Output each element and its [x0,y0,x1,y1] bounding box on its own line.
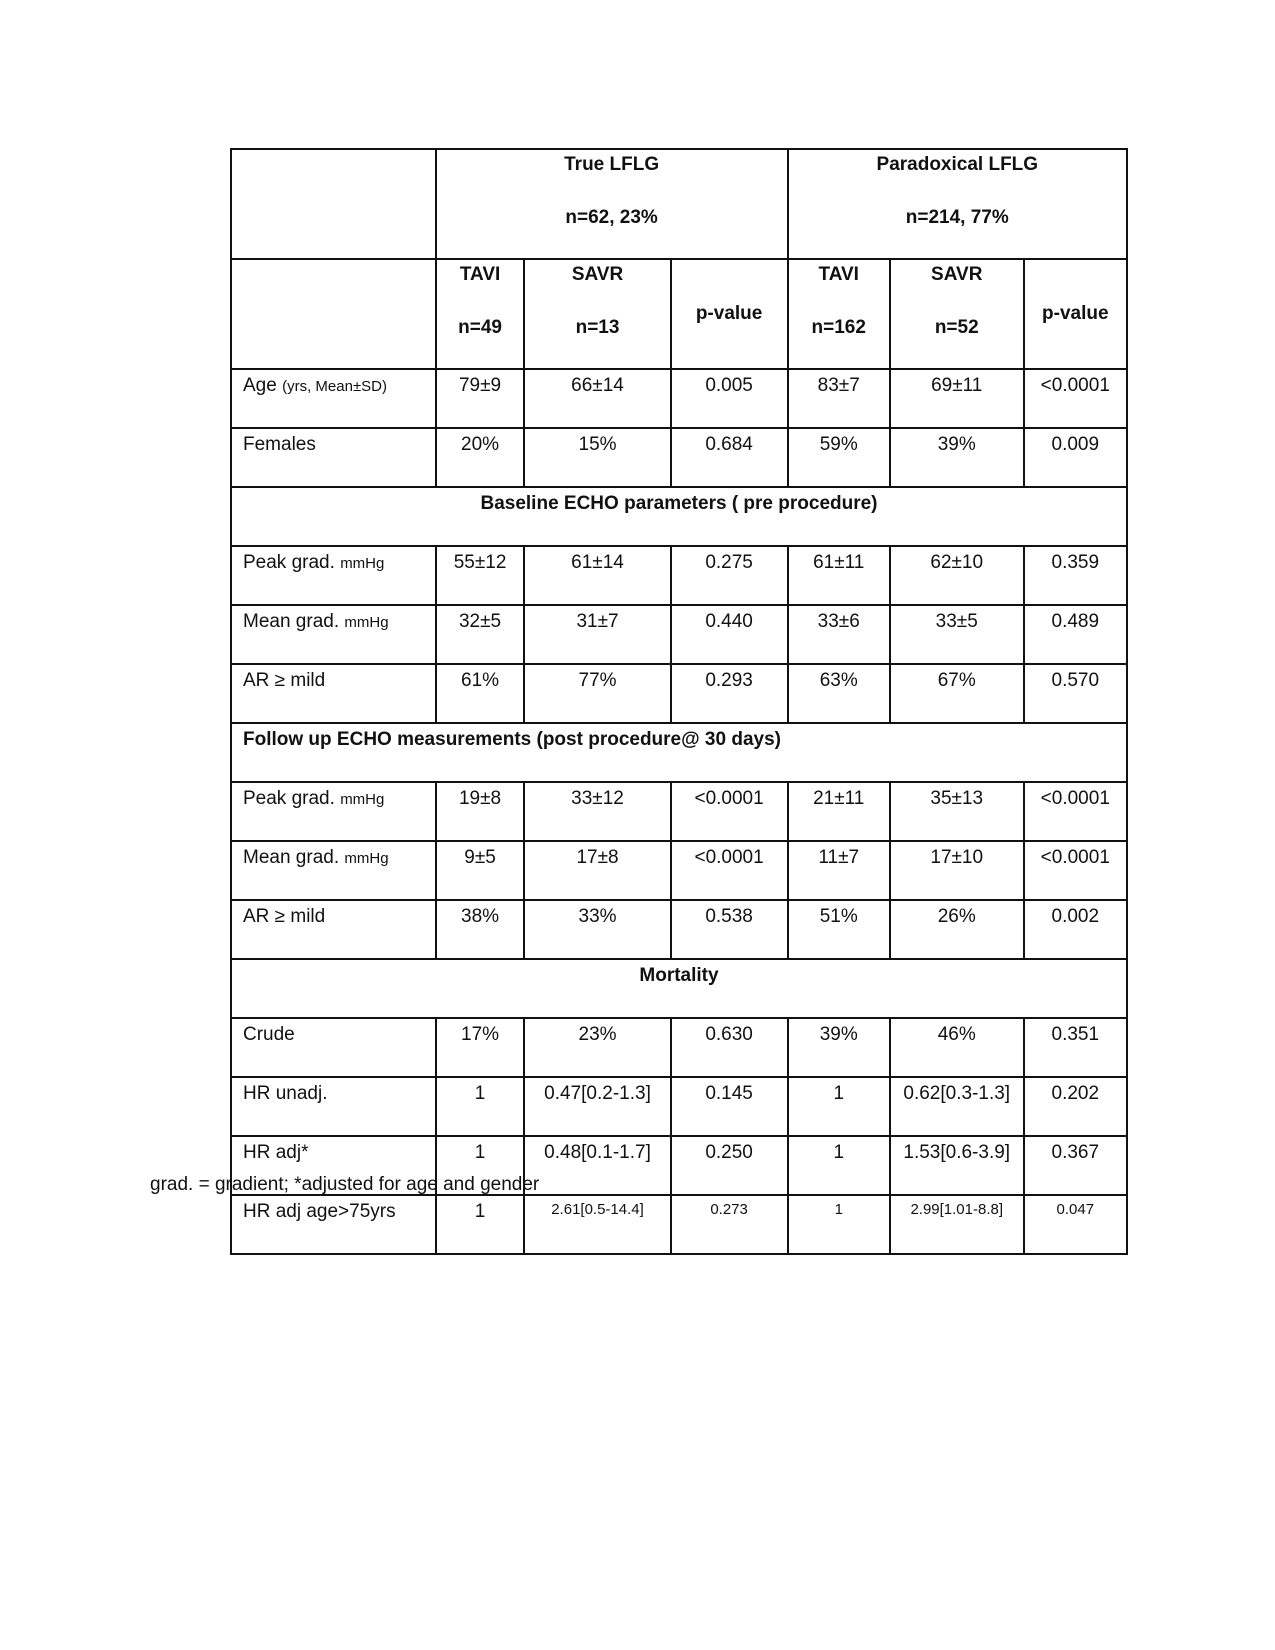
section-header-follow-up [231,723,1127,782]
group-header-row [231,149,1127,259]
group-n: n=214, 77% [905,207,1009,228]
data-cell: 33±12 [524,782,670,841]
data-cell: 11±7 [788,841,890,900]
row-label [231,369,436,428]
data-cell: 39% [788,1018,890,1077]
results-table [230,148,1128,1255]
data-cell: 79±9 [436,369,525,428]
data-cell: 1 [436,1195,525,1254]
row-label: HR adj age>75yrs [231,1195,436,1254]
data-cell: 0.145 [671,1077,788,1136]
data-cell: 63% [788,664,890,723]
data-cell: 0.250 [671,1136,788,1195]
data-cell: 2.99[1.01-8.8] [890,1195,1024,1254]
data-cell: 1 [788,1077,890,1136]
table-row [231,605,1127,664]
table-footnote: grad. = gradient; *adjusted for age and gender [150,1174,540,1195]
data-cell: 38% [436,900,525,959]
section-title: Baseline ECHO parameters ( pre procedure) [231,487,1127,546]
data-cell: 0.62[0.3-1.3] [890,1077,1024,1136]
table-row [231,664,1127,723]
data-cell: 0.002 [1024,900,1127,959]
section-title: Mortality [231,959,1127,1018]
table-row-age [231,369,1127,428]
subheader-pvalue: p-value [671,259,788,369]
section-header-baseline [231,487,1127,546]
data-cell: <0.0001 [1024,369,1127,428]
table-row [231,1195,1127,1254]
data-cell: 0.489 [1024,605,1127,664]
data-cell: 31±7 [524,605,670,664]
data-cell: 26% [890,900,1024,959]
data-cell: <0.0001 [1024,841,1127,900]
data-cell: 0.47[0.2-1.3] [524,1077,670,1136]
data-cell: <0.0001 [671,782,788,841]
data-cell: 17±8 [524,841,670,900]
data-cell: 17±10 [890,841,1024,900]
data-cell: 0.367 [1024,1136,1127,1195]
data-cell: 1 [788,1195,890,1254]
data-cell: 51% [788,900,890,959]
data-cell: 0.359 [1024,546,1127,605]
data-cell: 0.005 [671,369,788,428]
subheader-title: TAVI [459,264,501,285]
row-label-text: Mean grad. [243,847,340,868]
data-cell: 17% [436,1018,525,1077]
subheader-cell [788,259,890,369]
row-label-unit: (yrs, Mean±SD) [282,378,388,395]
subheader-pvalue: p-value [1024,259,1127,369]
data-cell: 33% [524,900,670,959]
row-label-text: Mean grad. [243,611,340,632]
data-cell: 0.570 [1024,664,1127,723]
row-label [231,841,436,900]
empty-label-cell [231,259,436,369]
data-cell: 1 [436,1077,525,1136]
data-cell: 69±11 [890,369,1024,428]
row-label-unit: mmHg [340,791,385,808]
table-row [231,1018,1127,1077]
data-cell: 1 [436,1136,525,1195]
empty-corner-cell [231,149,436,259]
data-cell: 21±11 [788,782,890,841]
data-cell: 46% [890,1018,1024,1077]
table-row [231,900,1127,959]
data-cell: 67% [890,664,1024,723]
data-cell: 0.009 [1024,428,1127,487]
group-title: True LFLG [564,154,660,175]
data-cell: 20% [436,428,525,487]
data-cell: 0.351 [1024,1018,1127,1077]
row-label [231,782,436,841]
data-cell: 0.48[0.1-1.7] [524,1136,670,1195]
data-cell: 33±5 [890,605,1024,664]
data-cell: 55±12 [436,546,525,605]
group-header-true-lflg [436,149,788,259]
data-cell: 61% [436,664,525,723]
data-cell: 62±10 [890,546,1024,605]
data-cell: <0.0001 [1024,782,1127,841]
data-cell: 35±13 [890,782,1024,841]
table-row [231,841,1127,900]
data-cell: 0.273 [671,1195,788,1254]
data-cell: 23% [524,1018,670,1077]
subheader-cell [436,259,525,369]
row-label: HR unadj. [231,1077,436,1136]
data-cell: 0.630 [671,1018,788,1077]
data-cell: 0.684 [671,428,788,487]
data-cell: 33±6 [788,605,890,664]
row-label: AR ≥ mild [231,900,436,959]
subheader-cell [890,259,1024,369]
group-n: n=62, 23% [565,207,658,228]
data-cell: 61±11 [788,546,890,605]
row-label-unit: mmHg [340,555,385,572]
data-cell: 66±14 [524,369,670,428]
data-cell: 0.202 [1024,1077,1127,1136]
data-cell: 0.047 [1024,1195,1127,1254]
data-cell: 39% [890,428,1024,487]
subheader-title: SAVR [571,264,624,285]
subheader-cell [524,259,670,369]
data-cell: 0.440 [671,605,788,664]
data-cell: 2.61[0.5-14.4] [524,1195,670,1254]
data-cell: 0.275 [671,546,788,605]
subheader-n: n=13 [575,317,620,338]
table-row [231,546,1127,605]
row-label-unit: mmHg [344,850,389,867]
row-label: AR ≥ mild [231,664,436,723]
row-label: Females [231,428,436,487]
data-cell: 59% [788,428,890,487]
table-row [231,1077,1127,1136]
data-cell: 1.53[0.6-3.9] [890,1136,1024,1195]
data-cell: 32±5 [436,605,525,664]
data-cell: 0.538 [671,900,788,959]
row-label-unit: mmHg [344,614,389,631]
subheader-n: n=162 [811,317,866,338]
subheader-title: TAVI [818,264,859,285]
section-title: Follow up ECHO measurements (post procedure@ 30 days) [231,723,1127,782]
row-label [231,605,436,664]
group-header-paradoxical-lflg [788,149,1127,259]
data-cell: 1 [788,1136,890,1195]
subheader-n: n=49 [458,317,502,338]
row-label-text: Peak grad. [243,788,335,809]
data-cell: 19±8 [436,782,525,841]
section-header-mortality [231,959,1127,1018]
subheader-title: SAVR [931,264,983,285]
data-cell: 77% [524,664,670,723]
data-cell: 83±7 [788,369,890,428]
row-label [231,546,436,605]
data-cell: 61±14 [524,546,670,605]
data-cell: 0.293 [671,664,788,723]
data-cell: <0.0001 [671,841,788,900]
row-label: Crude [231,1018,436,1077]
group-title: Paradoxical LFLG [876,154,1039,175]
table-row-females [231,428,1127,487]
data-cell: 9±5 [436,841,525,900]
subheader-row [231,259,1127,369]
row-label-text: Age [243,375,277,396]
table-row [231,782,1127,841]
subheader-n: n=52 [934,317,979,338]
row-label-text: Peak grad. [243,552,335,573]
data-cell: 15% [524,428,670,487]
row-label: HR adj* [231,1136,436,1195]
